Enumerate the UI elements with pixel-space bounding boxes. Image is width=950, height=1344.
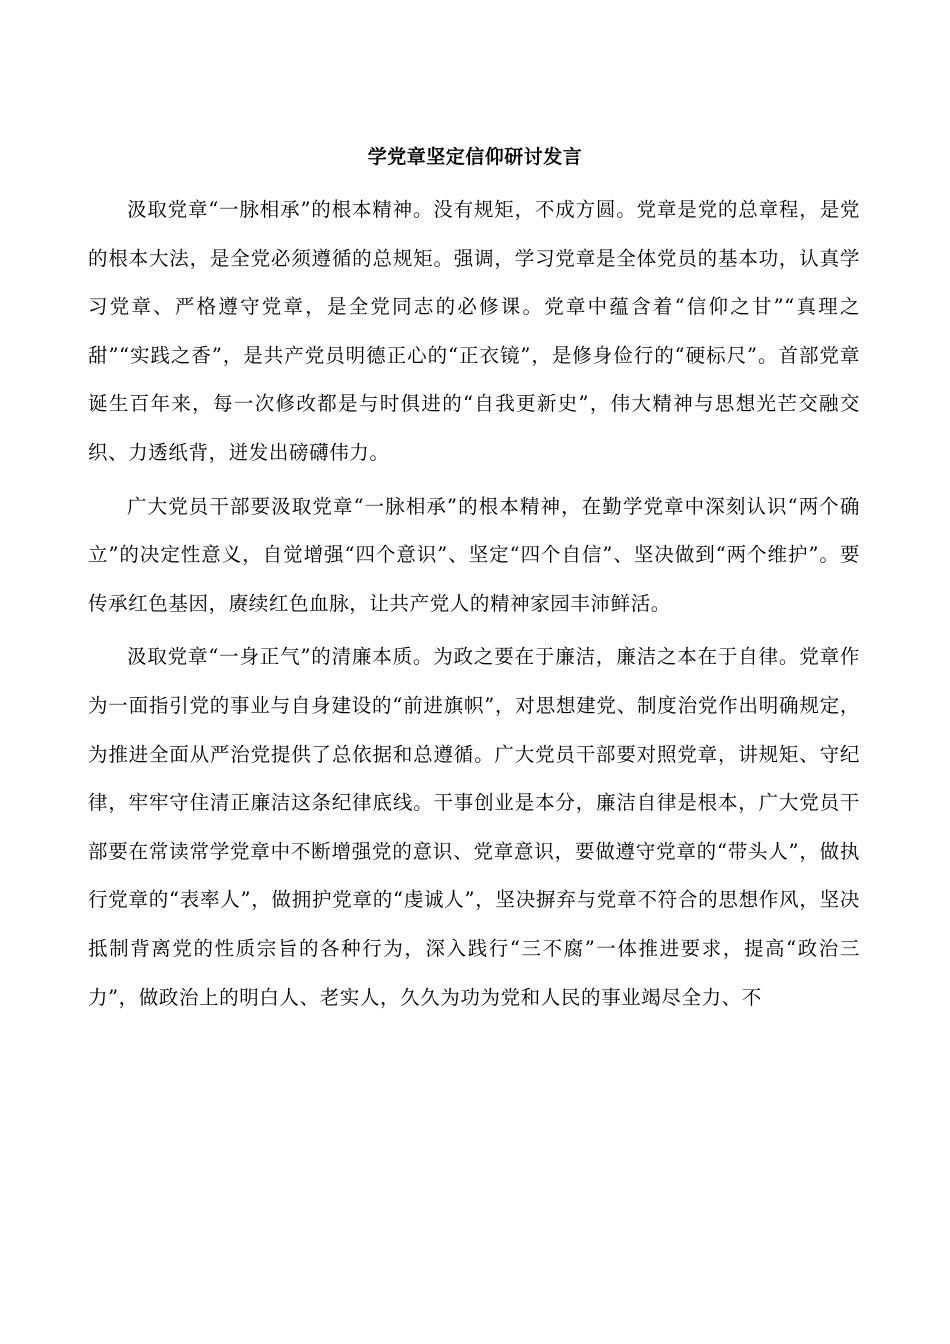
paragraph-1: 汲取党章“一脉相承”的根本精神。没有规矩，不成方圆。党章是党的总章程，是党的根本大法，是全党必须遵循的总规矩。强调，学习党章是全体党员的基本功，认真学习党章、严格遵守党章，是全党同志的必修课。党章中蕴含着“信仰之甘”“真理之甜”“实践之香”，是共产党员明德正心的“正衣镜”，是修身俭行的“硬标尺”。首部党章诞生百年来，每一次修改都是与时俱进的“自我更新史”，伟大精神与思想光芒交融交织、力透纸背，迸发出磅礴伟力。 [88,198,860,464]
document-title: 学党章坚定信仰研讨发言 [367,146,583,168]
document-body [88,186,860,1027]
paragraph-2: 广大党员干部要汲取党章“一脉相承”的根本精神，在勤学党章中深刻认识“两个确立”的决定性意义，自觉增强“四个意识”、坚定“四个自信”、坚决做到“两个维护”。要传承红色基因，赓续红色血脉，让共产党人的精神家园丰沛鲜活。 [88,494,860,615]
paragraph-3: 汲取党章“一身正气”的清廉本质。为政之要在于廉洁，廉洁之本在于自律。党章作为一面指引党的事业与自身建设的“前进旗帜”，对思想建党、制度治党作出明确规定，为推进全面从严治党提供了总依据和总遵循。广大党员干部要对照党章，讲规矩、守纪律，牢牢守住清正廉洁这条纪律底线。干事创业是本分，廉洁自律是根本，广大党员干部要在常读常学党章中不断增强党的意识、党章意识，要做遵守党章的“带头人”，做执行党章的“表率人”，做拥护党章的“虔诚人”，坚决摒弃与党章不符合的思想作风，坚决抵制背离党的性质宗旨的各种行为，深入践行“三不腐”一体推进要求，提高“政治三力”，做政治上的明白人、老实人，久久为功为党和人民的事业竭尽全力、不 [88,645,860,1009]
